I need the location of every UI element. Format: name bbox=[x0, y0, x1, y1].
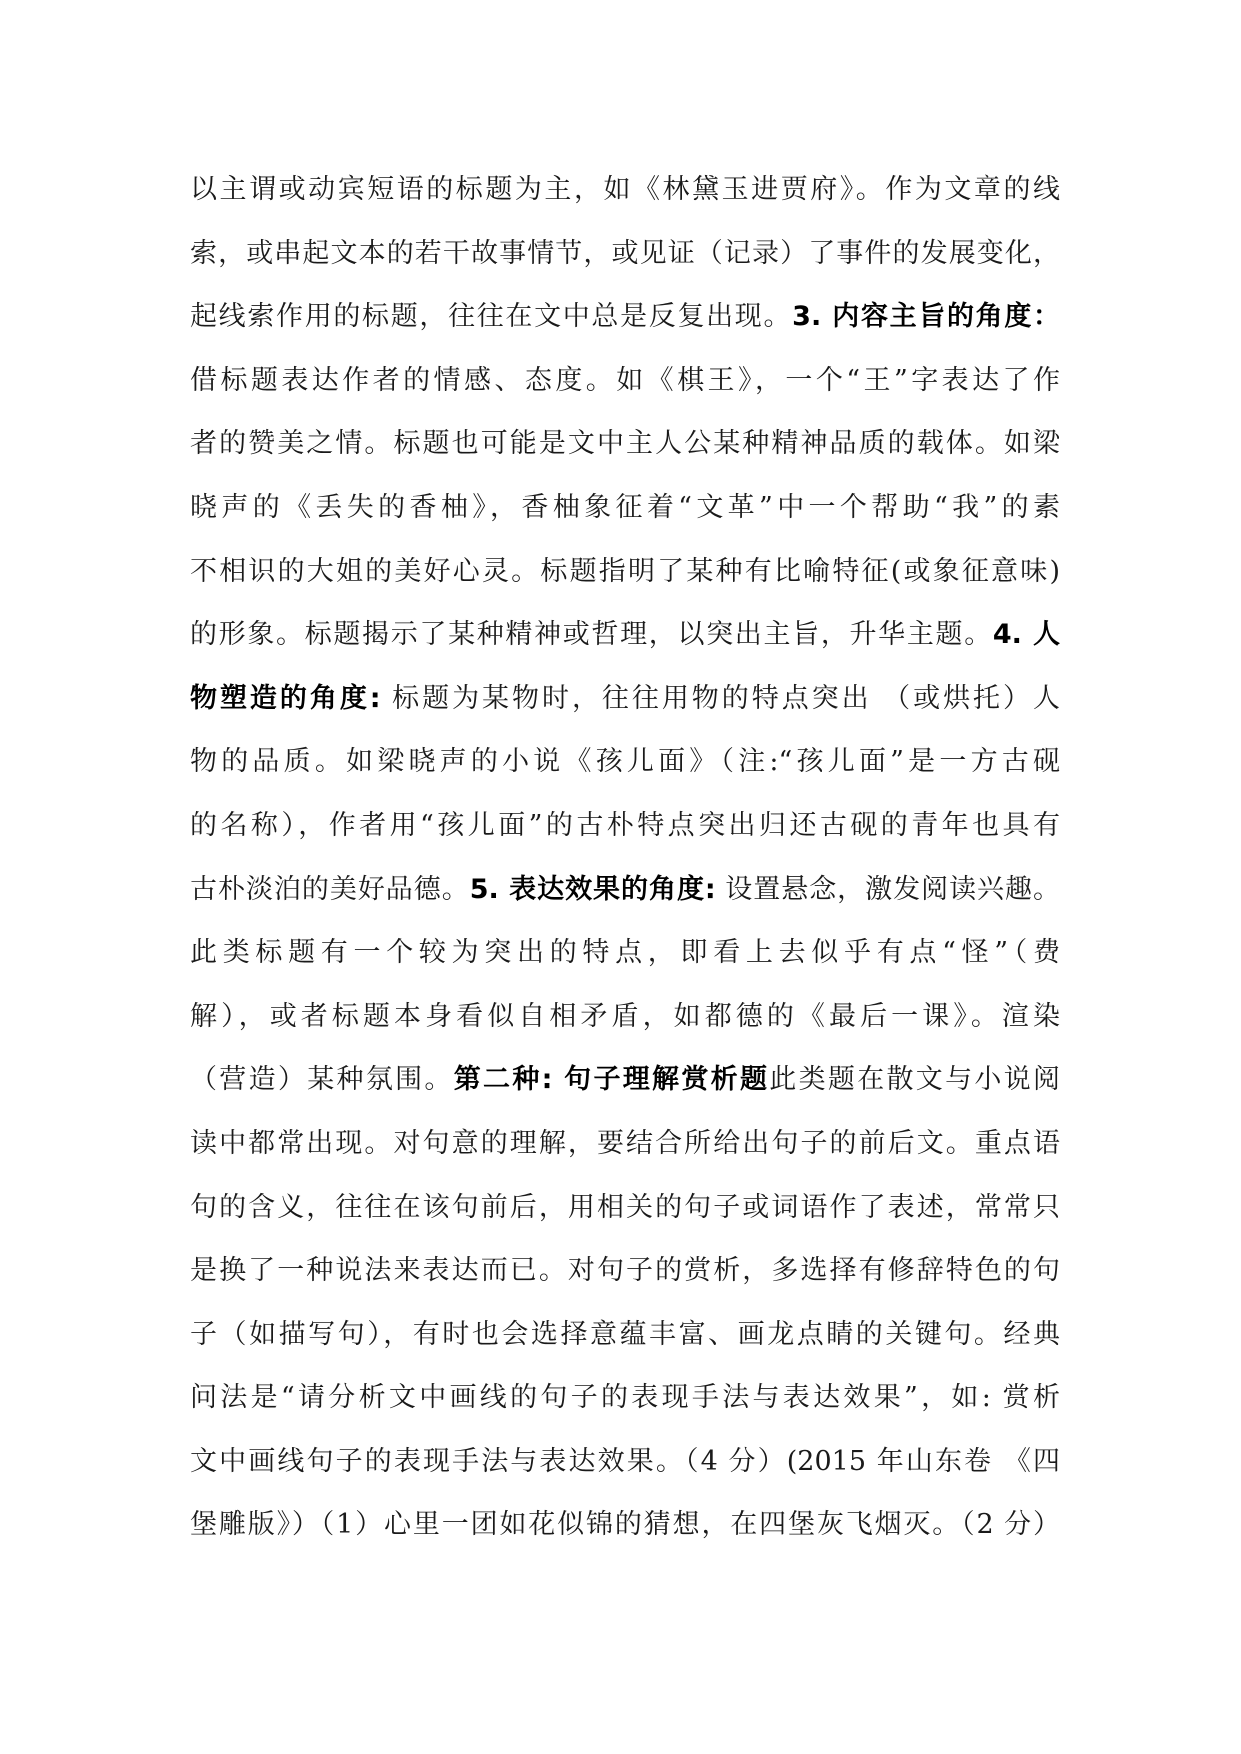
heading-character-part2: 物塑造的角度: bbox=[190, 682, 381, 714]
text-line-8: 的形象。标题揭示了某种精神或哲理，以突出主旨，升华主题。4. 人 bbox=[190, 619, 1060, 651]
text-line-3: 起线索作用的标题，往往在文中总是反复出现。3. 内容主旨的角度： bbox=[190, 301, 1060, 333]
text-line-6: 晓声的《丢失的香柚》，香柚象征着“文革”中一个帮助“我”的素 bbox=[190, 491, 1060, 523]
text-line-9: 物塑造的角度: 标题为某物时，往往用物的特点突出 （或烘托）人 bbox=[190, 682, 1060, 714]
heading-content-theme: 3. 内容主旨的角度： bbox=[792, 301, 1060, 333]
text-line-10: 物的品质。如梁晓声的小说《孩儿面》（注:“孩儿面”是一方古砚 bbox=[190, 746, 1060, 778]
text-line-2: 索，或串起文本的若干故事情节，或见证（记录）了事件的发展变化， bbox=[190, 237, 1060, 269]
text-line-14: 解），或者标题本身看似自相矛盾，如都德的《最后一课》。渲染 bbox=[190, 1000, 1060, 1032]
text-line-15: （营造）某种氛围。第二种: 句子理解赏析题此类题在散文与小说阅 bbox=[190, 1064, 1061, 1096]
text-line-13: 此类标题有一个较为突出的特点，即看上去似乎有点“怪”（费 bbox=[190, 937, 1060, 969]
text-line-16: 读中都常出现。对句意的理解，要结合所给出句子的前后文。重点语 bbox=[190, 1127, 1060, 1159]
heading-character-part1: 4. 人 bbox=[992, 619, 1060, 651]
text-line-12: 古朴淡泊的美好品德。5. 表达效果的角度: 设置悬念，激发阅读兴趣。 bbox=[190, 873, 1060, 905]
text-line-20: 问法是“请分析文中画线的句子的表现手法与表达效果”，如: 赏析 bbox=[190, 1382, 1060, 1414]
text-line-22: 堡雕版》）（1）心里一团如花似锦的猜想，在四堡灰飞烟灭。（2 分） bbox=[190, 1509, 1060, 1541]
text-line-5: 者的赞美之情。标题也可能是文中主人公某种精神品质的载体。如梁 bbox=[190, 428, 1060, 460]
heading-expression-effect: 5. 表达效果的角度: bbox=[469, 873, 716, 905]
text-line-7: 不相识的大姐的美好心灵。标题指明了某种有比喻特征(或象征意味) bbox=[190, 555, 1060, 587]
text-line-4: 借标题表达作者的情感、态度。如《棋王》，一个“王”字表达了作 bbox=[190, 364, 1060, 396]
text-line-1: 以主谓或动宾短语的标题为主，如《林黛玉进贾府》。作为文章的线 bbox=[190, 174, 1060, 205]
text-line-21: 文中画线句子的表现手法与表达效果。（4 分）(2015 年山东卷 《四 bbox=[190, 1445, 1060, 1477]
body-text bbox=[190, 158, 1060, 1557]
heading-sentence-analysis: 第二种: 句子理解赏析题 bbox=[453, 1064, 770, 1096]
text-line-18: 是换了一种说法来表达而已。对句子的赏析，多选择有修辞特色的句 bbox=[190, 1255, 1060, 1287]
text-line-19: 子（如描写句），有时也会选择意蕴丰富、画龙点睛的关键句。经典 bbox=[190, 1318, 1060, 1350]
text-line-11: 的名称），作者用“孩儿面”的古朴特点突出归还古砚的青年也具有 bbox=[190, 809, 1060, 841]
text-line-17: 句的含义，往往在该句前后，用相关的句子或词语作了表述，常常只 bbox=[190, 1191, 1060, 1223]
